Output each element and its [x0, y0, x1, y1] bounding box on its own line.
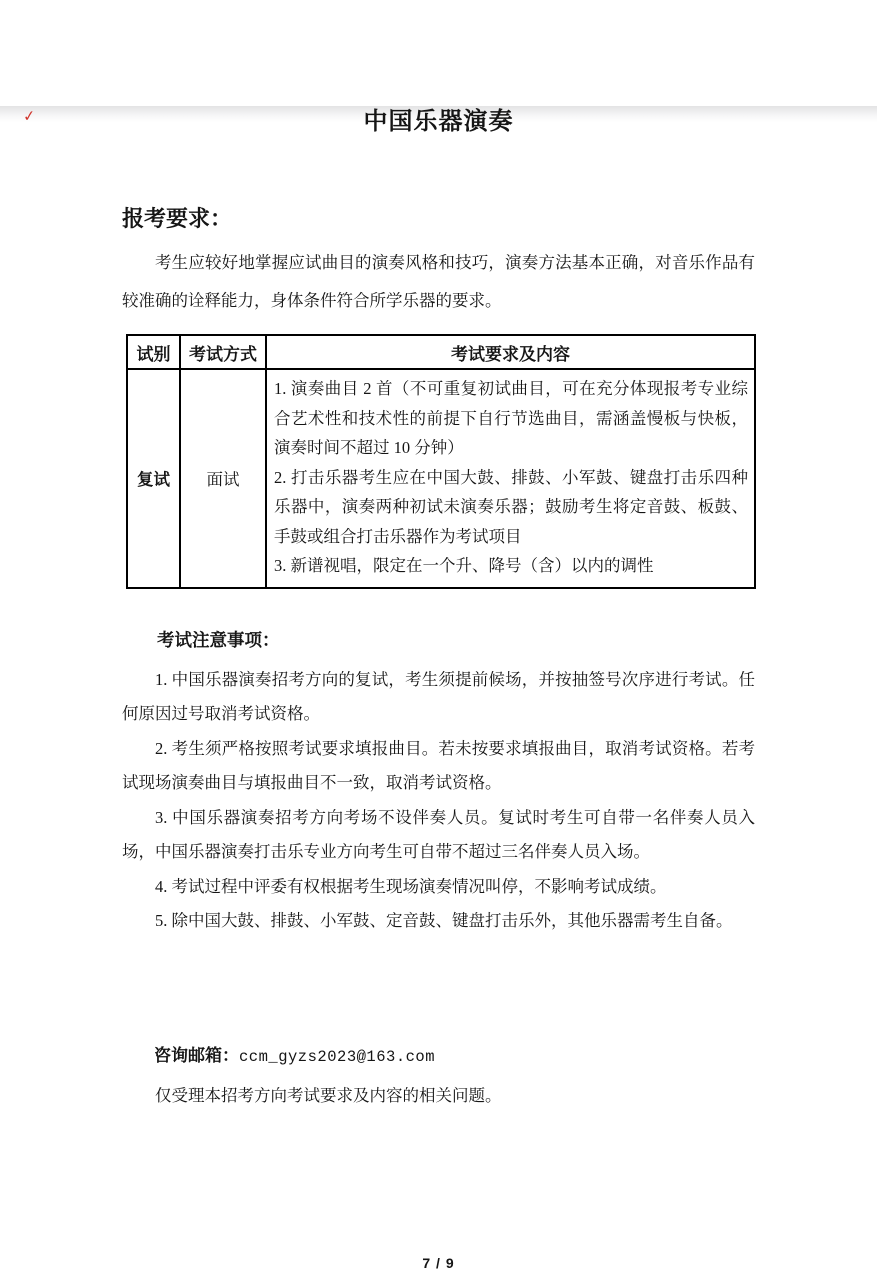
exam-content-cell — [266, 369, 755, 588]
exam-note-item: 2. 考生须严格按照考试要求填报曲目。若未按要求填报曲目，取消考试资格。若考试现场演奏曲目与填报曲目不一致，取消考试资格。 — [122, 738, 755, 792]
exam-note-item: 3. 中国乐器演奏招考方向考场不设伴奏人员。复试时考生可自带一名伴奏人员入场，中国乐器演奏打击乐专业方向考生可自带不超过三名伴奏人员入场。 — [122, 807, 755, 861]
page-title: 中国乐器演奏 — [363, 108, 514, 135]
exam-content-item: 1. 演奏曲目 2 首（不可重复初试曲目，可在充分体现报考专业综合艺术性和技术性的前提下自行节选曲目，需涵盖慢板与快板，演奏时间不超过 10 分钟） — [274, 379, 748, 457]
contact-email-address: ccm_gyzs2023@163.com — [239, 1047, 436, 1066]
column-header-exam-content: 考试要求及内容 — [266, 335, 755, 369]
table-row — [127, 369, 755, 588]
requirements-heading: 报考要求： — [122, 206, 233, 231]
exam-note-item: 4. 考试过程中评委有权根据考生现场演奏情况叫停，不影响考试成绩。 — [155, 876, 667, 896]
contact-section — [122, 1043, 755, 1111]
column-header-exam-stage: 试别 — [127, 335, 180, 369]
exam-stage-cell: 复试 — [127, 369, 180, 588]
table-header-row — [127, 335, 755, 369]
exam-content-item: 3. 新谱视唱，限定在一个升、降号（含）以内的调性 — [274, 556, 654, 575]
exam-note-item: 1. 中国乐器演奏招考方向的复试，考生须提前候场，并按抽签号次序进行考试。任何原因过号取消考试资格。 — [122, 669, 755, 723]
page-content — [0, 106, 877, 1111]
red-corner-mark: ✓ — [22, 106, 37, 126]
exam-note-item: 5. 除中国大鼓、排鼓、小军鼓、定音鼓、键盘打击乐外，其他乐器需考生自备。 — [155, 911, 733, 930]
requirements-paragraph: 考生应较好地掌握应试曲目的演奏风格和技巧，演奏方法基本正确，对音乐作品有较准确的诠释能力，身体条件符合所学乐器的要求。 — [122, 253, 755, 310]
document-page — [0, 106, 877, 1280]
column-header-exam-method: 考试方式 — [180, 335, 266, 369]
contact-scope-note: 仅受理本招考方向考试要求及内容的相关问题。 — [155, 1085, 502, 1105]
exam-content-item: 2. 打击乐器考生应在中国大鼓、排鼓、小军鼓、键盘打击乐四种乐器中，演奏两种初试未演奏乐器；鼓励考生将定音鼓、板鼓、手鼓或组合打击乐器作为考试项目 — [274, 467, 748, 546]
contact-email-label: 咨询邮箱： — [154, 1045, 239, 1065]
contact-line — [122, 1043, 755, 1070]
exam-notes-heading: 考试注意事项： — [157, 629, 280, 650]
page-number: 7 / 9 — [422, 1255, 455, 1271]
exam-notes-list — [122, 663, 755, 939]
exam-requirements-table — [126, 334, 756, 589]
exam-method-cell: 面试 — [180, 369, 266, 588]
